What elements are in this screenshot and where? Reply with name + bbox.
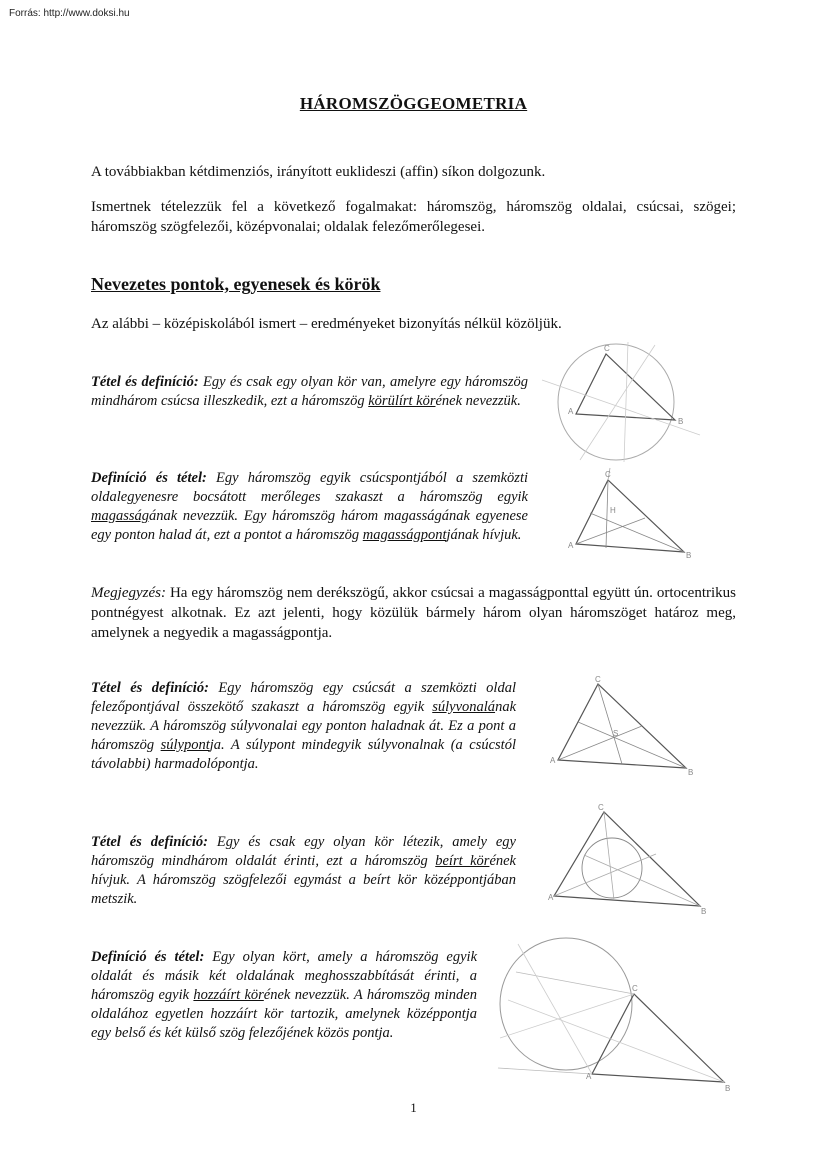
bisector-line — [542, 380, 700, 435]
block-label: Tétel és definíció: — [91, 834, 208, 850]
vertex-label-b: B — [725, 1084, 731, 1093]
figure-altitudes — [560, 468, 700, 563]
term-incircle: beírt kör — [435, 853, 490, 869]
term-centroid: súlypont — [160, 737, 210, 753]
bisector-line — [624, 342, 628, 462]
vertex-label-a: A — [568, 541, 574, 550]
vertex-label-b: B — [701, 907, 707, 916]
theorem-median: Tétel és definíció: Egy háromszög egy csúcsát a szemközti oldal felezőpontjával összekötő szakaszt a háromszög egyik súlyvonalának nevezzük. A háromszög súlyvonalai egy ponton haladnak át. Ez a pont a háromszög súlypontja. A súlypont mindegyik súlyvonalnak (a csúcstól távolabbi) harmadolópontja. — [91, 680, 516, 772]
block-label: Tétel és definíció: — [91, 374, 199, 390]
vertex-label-a: A — [548, 893, 554, 902]
altitude-line — [606, 480, 608, 548]
intro-paragraph-1: A továbbiakban kétdimenziós, irányított euklideszi (affin) síkon dolgozunk. — [91, 164, 546, 180]
vertex-label-c: C — [632, 984, 638, 993]
incircle-shape — [582, 838, 642, 898]
block-label: Definíció és tétel: — [91, 949, 205, 965]
source-note: Forrás: http://www.doksi.hu — [9, 8, 130, 19]
vertex-label-a: A — [550, 756, 556, 765]
vertex-label-c: C — [605, 470, 611, 479]
vertex-label-b: B — [678, 417, 684, 426]
intro-paragraph-2: Ismertnek tételezzük fel a következő fogalmakat: háromszög, háromszög oldalai, csúcsai, szögei; háromszög szögfelezői, középvonalai; oldalak felezőmerőlegesei. — [91, 199, 736, 235]
term-median: súlyvonalá — [432, 699, 496, 715]
vertex-label-c: C — [598, 803, 604, 812]
triangle-shape — [576, 480, 684, 552]
figure-excircle — [488, 942, 738, 1097]
theorem-circumcircle: Tétel és definíció: Egy és csak egy olyan kör van, amelyre egy háromszög mindhárom csúcsa illeszkedik, ezt a háromszög körülírt körének nevezzük. — [91, 374, 528, 409]
vertex-label-c: C — [604, 344, 610, 353]
definition-excircle: Definíció és tétel: Egy olyan kört, amely a háromszög egyik oldalát és másik két oldalának meghosszabbítását érinti, a háromszög egyik hozzáírt körének nevezzük. A háromszög minden oldalához egyetlen hozzáírt kör tartozik, amelynek középpontja egy belső és két külső szög felezőjének közös pontja. — [91, 949, 478, 1041]
section-intro: Az alábbi – középiskolából ismert – eredményeket bizonyítás nélkül közöljük. — [91, 316, 562, 332]
triangle-shape — [558, 684, 686, 768]
page-title: HÁROMSZÖGGEOMETRIA — [299, 94, 528, 113]
block-label: Definíció és tétel: — [91, 470, 207, 486]
figure-medians — [546, 672, 706, 782]
vertex-label-c: C — [595, 675, 601, 684]
figure-incircle — [546, 800, 716, 920]
vertex-label-b: B — [688, 768, 694, 777]
angle-bisector — [584, 855, 700, 906]
vertex-label-b: B — [686, 551, 692, 560]
vertex-label-a: A — [568, 407, 574, 416]
block-label: Tétel és definíció: — [91, 680, 209, 696]
centroid-label: S — [613, 729, 619, 738]
triangle-shape — [592, 994, 724, 1082]
angle-bisector — [554, 854, 656, 896]
excircle-shape — [500, 938, 632, 1070]
section-heading: Nevezetes pontok, egyenesek és körök — [91, 274, 381, 294]
definition-altitude: Definíció és tétel: Egy háromszög egyik csúcspontjából a szemközti oldalegyenesre bocsátott merőleges szakaszt a háromszög egyik magasságának nevezzük. Egy háromszög három magasságának egyenese egy ponton halad át, ezt a pontot a háromszög magasságpontjának hívjuk. — [91, 470, 528, 543]
note-orthocentric: Megjegyzés: Ha egy háromszög nem derékszögű, akkor csúcsai a magasságponttal együtt ún. ortocentrikus pontnégyest alkotnak. Ez azt jelenti, hogy közülük bármely három olyan háromszöget határoz meg, amelynek a negyedik a magasságpontja. — [91, 585, 736, 641]
orthocenter-label: H — [610, 506, 616, 515]
triangle-shape — [554, 812, 700, 906]
bisector-line — [508, 1000, 724, 1082]
term-excircle: hozzáírt kör — [193, 987, 264, 1003]
angle-bisector — [604, 812, 614, 900]
term-altitude: magasság — [91, 508, 150, 524]
term-circumcircle: körülírt kör — [368, 393, 436, 409]
page-number: 1 — [410, 1100, 417, 1115]
bisector-line — [518, 944, 592, 1074]
note-label: Megjegyzés: — [91, 585, 166, 601]
bisector-line — [580, 345, 655, 460]
side-extension — [516, 972, 634, 994]
vertex-label-a: A — [586, 1072, 592, 1081]
term-orthocenter: magasságpont — [362, 527, 447, 543]
theorem-incircle: Tétel és definíció: Egy és csak egy olyan kör létezik, amely egy háromszög mindhárom oldalát érinti, ezt a háromszög beírt körének hívjuk. A háromszög szögfelezői egymást a beírt kör középpontjában metszik. — [91, 834, 516, 907]
figure-circumcircle — [540, 340, 710, 465]
